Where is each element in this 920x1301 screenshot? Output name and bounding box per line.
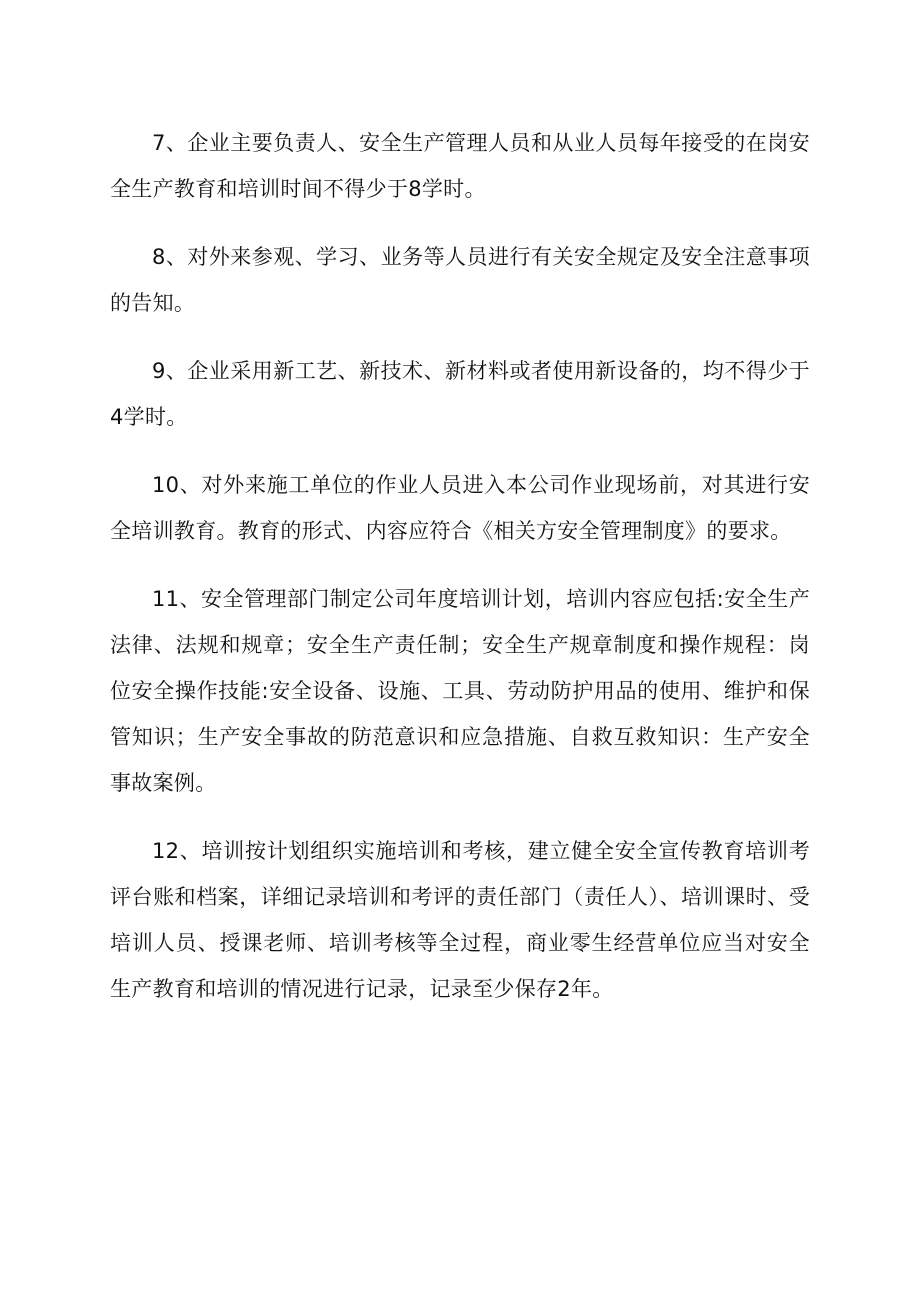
paragraph-item-7: 7、企业主要负责人、安全生产管理人员和从业人员每年接受的在岗安全生产教育和培训时间不得少于8学时。 bbox=[110, 131, 810, 201]
paragraph-item-9: 9、企业采用新工艺、新技术、新材料或者使用新设备的，均不得少于4学时。 bbox=[110, 359, 810, 429]
paragraph-item-11: 11、安全管理部门制定公司年度培训计划，培训内容应包括:安全生产法律、法规和规章；安全生产责任制；安全生产规章制度和操作规程：岗位安全操作技能:安全设备、设施、工具、劳动防护用品的使用、维护和保管知识；生产安全事故的防范意识和应急措施、自救互救知识：生产安全事故案例。 bbox=[110, 587, 810, 795]
paragraph-item-10: 10、对外来施工单位的作业人员进入本公司作业现场前，对其进行安全培训教育。教育的形式、内容应符合《相关方安全管理制度》的要求。 bbox=[110, 473, 810, 543]
paragraph-item-12: 12、培训按计划组织实施培训和考核，建立健全安全宣传教育培训考评台账和档案，详细记录培训和考评的责任部门（责任人）、培训课时、受培训人员、授课老师、培训考核等全过程，商业零生经营单位应当对安全生产教育和培训的情况进行记录，记录至少保存2年。 bbox=[110, 839, 810, 1001]
paragraph-item-8: 8、对外来参观、学习、业务等人员进行有关安全规定及安全注意事项的告知。 bbox=[110, 245, 810, 315]
